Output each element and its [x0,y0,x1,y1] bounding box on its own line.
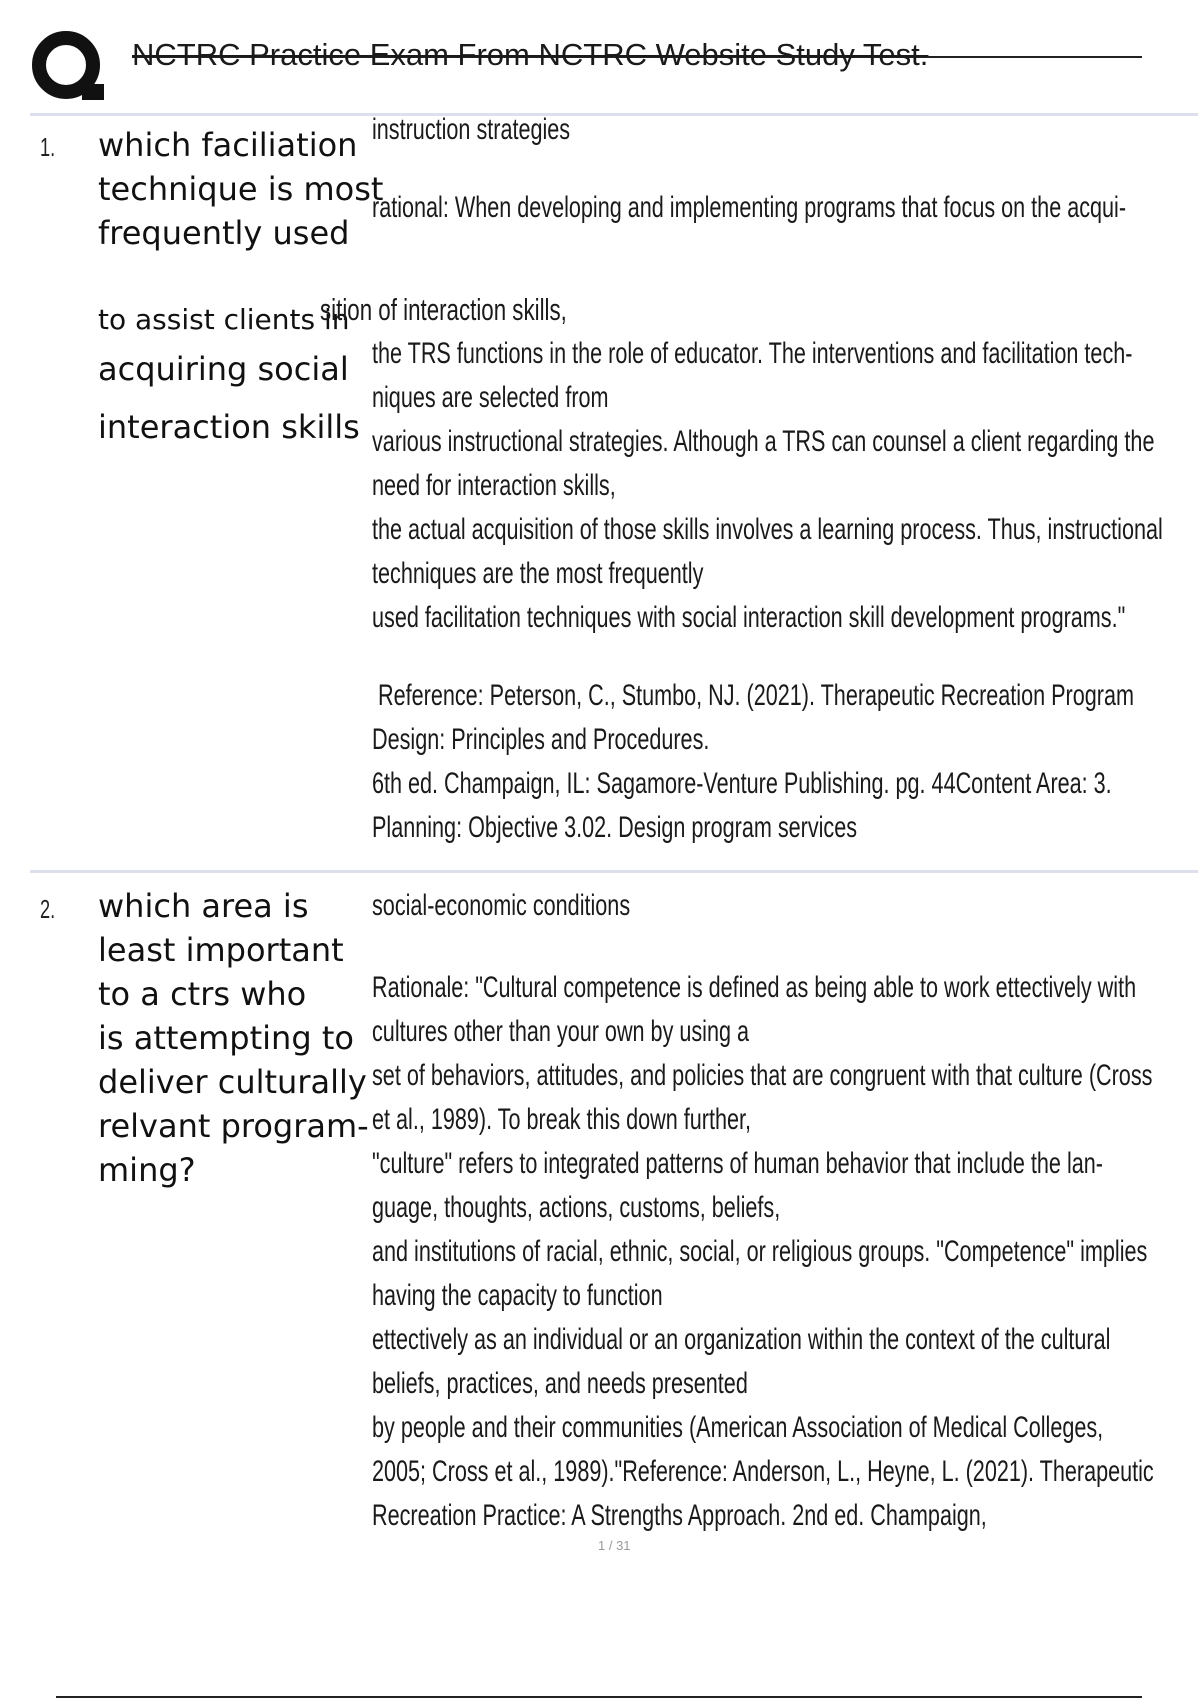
q-logo-icon [30,28,106,104]
footer-rule [56,1696,1142,1698]
document-title: NCTRC Practice Exam From NCTRC Website Study Test. [132,37,929,72]
page-indicator: 1 / 31 [598,1538,631,1553]
answer-block [372,108,1200,152]
answer-text: instruction strategies [372,113,571,146]
question-text: which area is least important to a ctrs who is attempting to deliver culturally relvant program- ming? [98,887,369,1189]
question-text-continued: acquiring social interaction skills [98,350,360,446]
question-number: 2. [40,894,56,924]
rationale-block: the TRS functions in the role of educator. The interventions and facilitation tech- niques are selected from various instructional strategies. Although a TRS can counsel a client regarding the need for interaction skills, the actual acquisition of those skills involves a learning process. Thus, instructional techniques are the most frequently used facilitation techniques with social interaction skill development programs." [372,337,1163,634]
rationale-block: rational: When developing and implementing programs that focus on the acqui- [372,191,1127,224]
question-separator [30,870,1198,873]
question-number: 1. [40,132,56,162]
question-text: which faciliation technique is most frequently used [98,126,384,252]
question-text-continued: to assist clients in [98,303,350,336]
answer-text: social-economic conditions [372,889,631,922]
rationale-block: Rationale: "Cultural competence is defined as being able to work ettectively with cultures other than your own by using a set of behaviors, attitudes, and policies that are congruent with that culture (Cross et al., 1989). To break this down further, "culture" refers to integrated patterns of human behavior that include the lan- guage, thoughts, actions, customs, beliefs, and institutions of racial, ethnic, social, or religious groups. "Competence" implies having the capacity to function ettectively as an individual or an organization within the context of the cultural beliefs, practices, and needs presented by people and their communities (American Association of Medical Colleges, 2005; Cross et al., 1989)."Reference: Anderson, L., Heyne, L. (2021). Therapeutic Recreation Practice: A Strengths Approach. 2nd ed. Champaign, [372,971,1154,1532]
answer-block [372,884,1200,928]
reference-block: Reference: Peterson, C., Stumbo, NJ. (2021). Therapeutic Recreation Program Design: Principles and Procedures. 6th ed. Champaign, IL: Sagamore-Venture Publishing. pg. 44Content Area: 3. Planning: Objective 3.02. Design program services [372,679,1134,844]
rationale-block: sition of interaction skills, [320,292,567,327]
